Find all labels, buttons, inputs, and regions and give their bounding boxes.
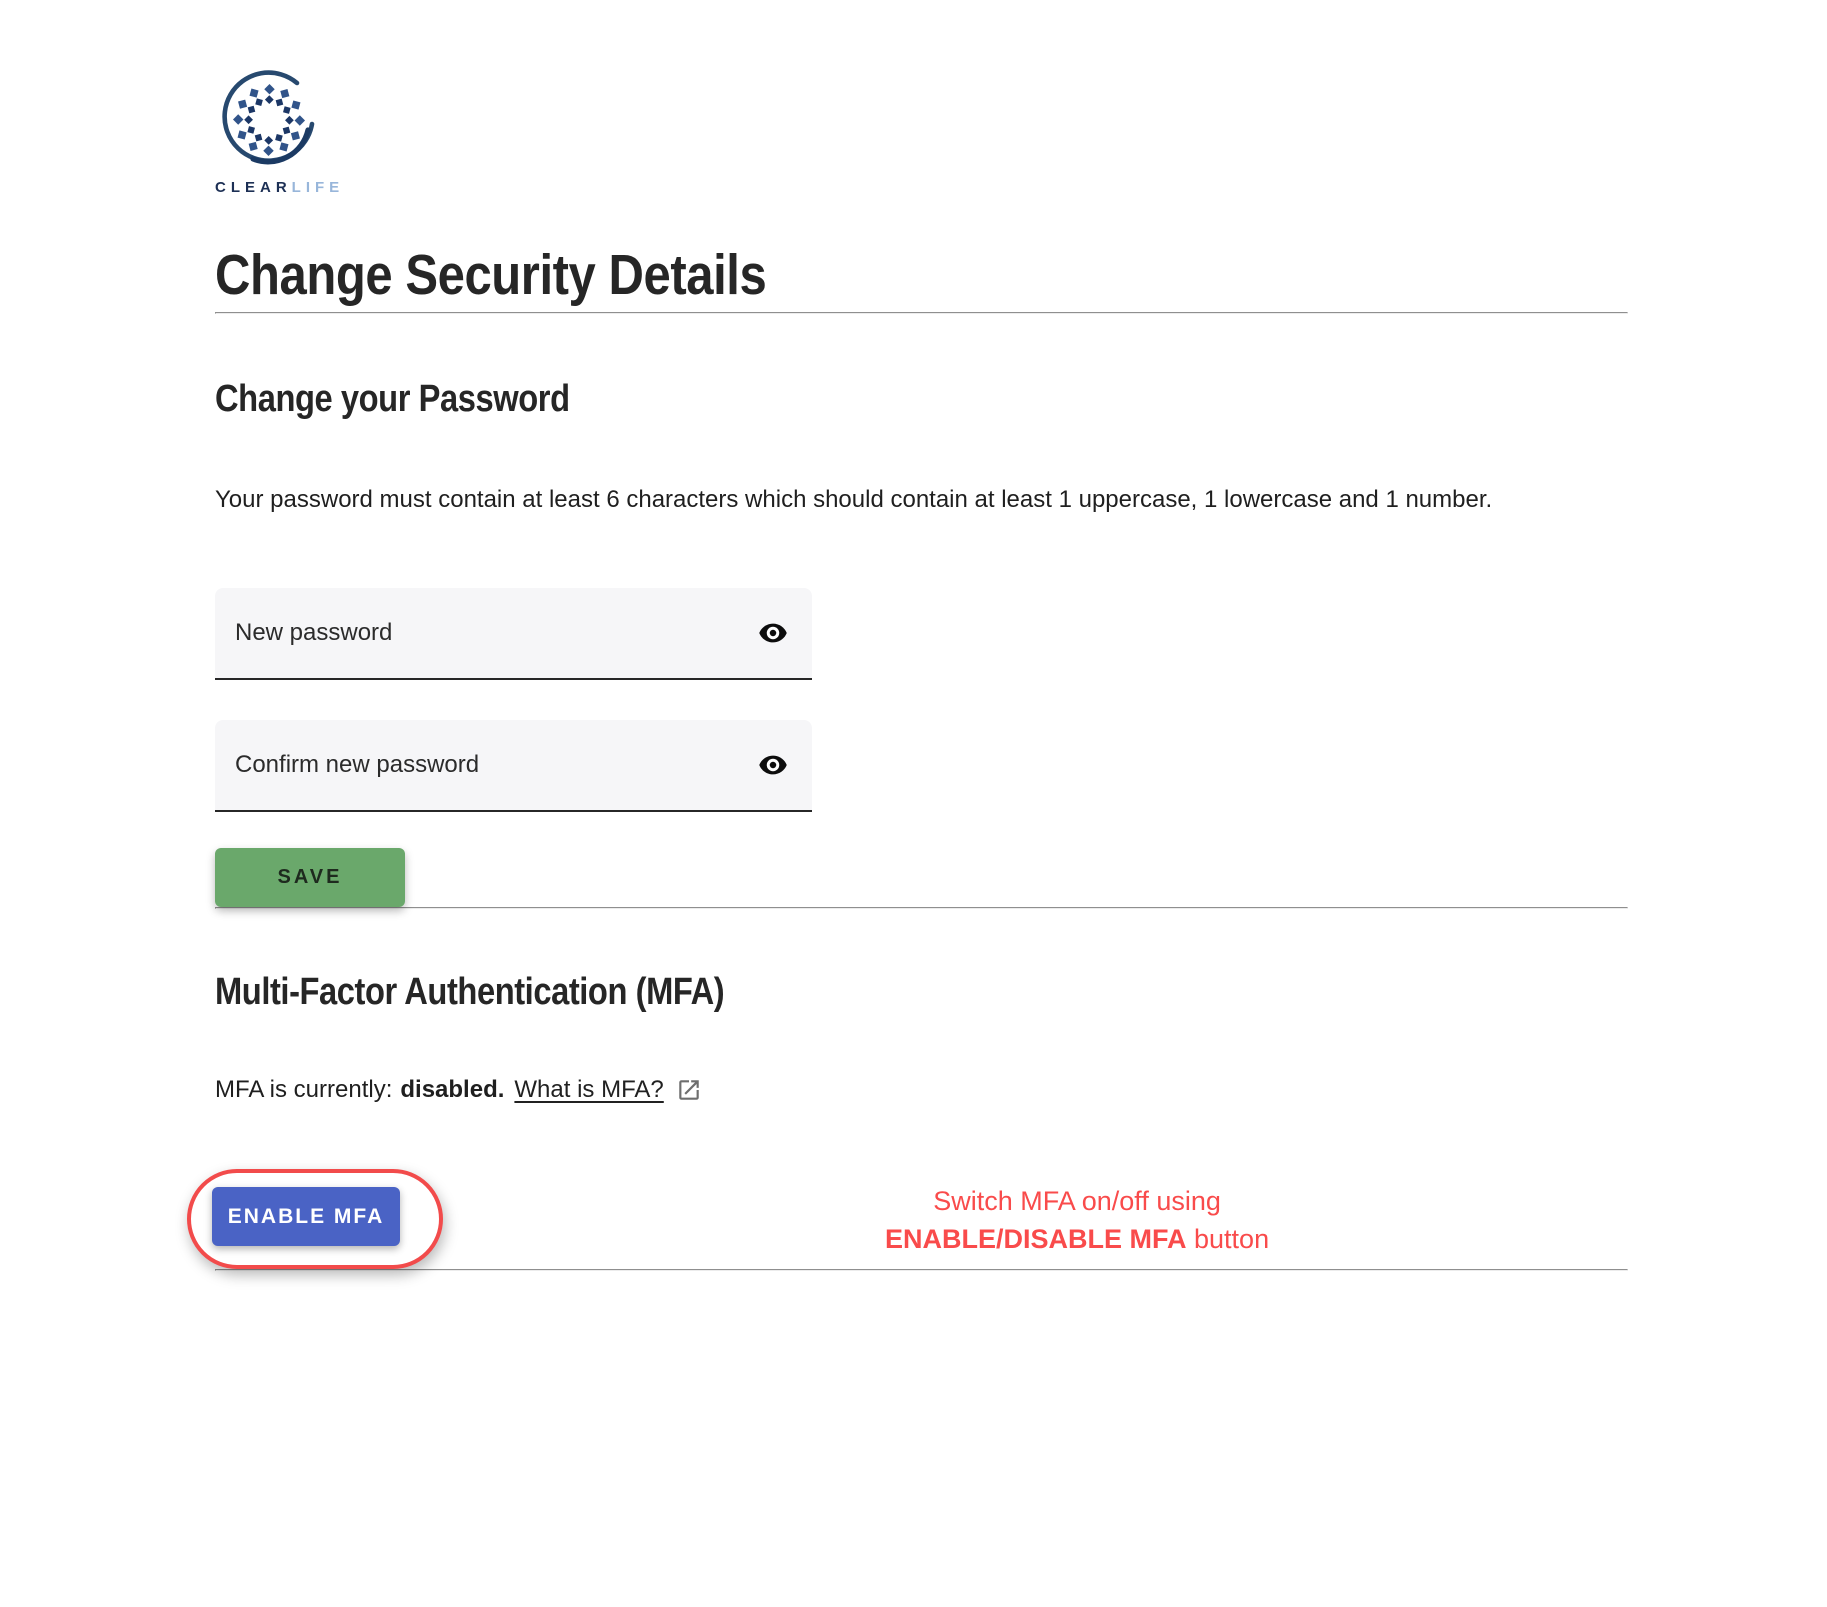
save-button[interactable]: SAVE	[215, 848, 405, 907]
annotation-bold-text: ENABLE/DISABLE MFA	[885, 1224, 1187, 1254]
red-highlight-annotation	[187, 1169, 443, 1269]
toggle-new-password-visibility-button[interactable]	[758, 618, 788, 648]
mfa-section-heading: Multi-Factor Authentication (MFA)	[215, 971, 725, 1013]
annotation-line-2	[885, 1220, 1269, 1258]
mfa-status-line	[215, 1075, 1628, 1105]
eye-icon	[758, 618, 788, 648]
change-password-section	[215, 374, 1628, 907]
open-in-new-tab-icon[interactable]	[676, 1077, 702, 1103]
section-divider	[215, 1269, 1628, 1271]
annotation-line-1: Switch MFA on/off using	[933, 1186, 1221, 1216]
clearlife-logo-icon	[215, 70, 323, 170]
what-is-mfa-link[interactable]: What is MFA?	[514, 1076, 664, 1103]
confirm-password-input[interactable]	[233, 750, 746, 780]
mfa-annotation-note	[885, 1169, 1269, 1258]
new-password-field	[215, 588, 812, 680]
section-divider	[215, 312, 1628, 314]
brand-name-secondary: LIFE	[291, 179, 345, 196]
mfa-action-row	[215, 1169, 1628, 1269]
password-requirements-text: Your password must contain at least 6 characters which should contain at least 1 uppercase, 1 lowercase and 1 number.	[215, 486, 1493, 513]
clearlife-logo-wordmark	[215, 179, 345, 196]
mfa-status-prefix: MFA is currently:	[215, 1076, 393, 1103]
new-password-input[interactable]	[233, 618, 746, 648]
annotation-suffix-text: button	[1186, 1224, 1270, 1254]
page-title: Change Security Details	[215, 243, 767, 307]
confirm-password-field	[215, 720, 812, 812]
mfa-status-value: disabled.	[400, 1076, 505, 1103]
section-divider	[215, 907, 1628, 909]
brand-name-primary: CLEAR	[215, 179, 292, 196]
eye-icon	[758, 750, 788, 780]
enable-mfa-button[interactable]: ENABLE MFA	[212, 1187, 400, 1246]
password-section-heading: Change your Password	[215, 378, 570, 420]
toggle-confirm-password-visibility-button[interactable]	[758, 750, 788, 780]
mfa-section	[215, 967, 1628, 1271]
clearlife-logo	[215, 70, 345, 196]
